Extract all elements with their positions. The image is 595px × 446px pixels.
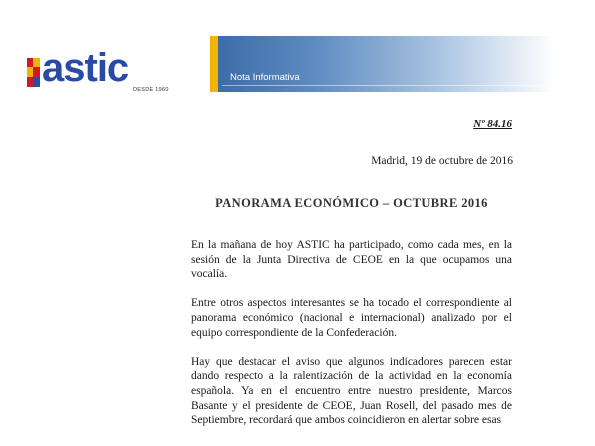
logo-emblem-icon <box>27 58 40 87</box>
document-body <box>191 238 512 442</box>
paragraph: En la mañana de hoy ASTIC ha participado, como cada mes, en la sesión de la Junta Directiva de CEOE en la que ocupamos una vocalía. <box>191 239 512 281</box>
document-number: Nº 84.16 <box>473 118 512 130</box>
document-title: PANORAMA ECONÓMICO – OCTUBRE 2016 <box>215 196 488 210</box>
logo-wordmark: astic <box>42 46 129 90</box>
logo-tagline: DESDE 1960 <box>133 87 169 93</box>
banner-divider <box>222 85 552 86</box>
banner-label: Nota Informativa <box>230 72 300 83</box>
header-banner <box>210 36 555 92</box>
banner-accent-bar <box>210 36 218 92</box>
paragraph: Entre otros aspectos interesantes se ha tocado el correspondiente al panorama económico (nacional e internacional) analizado por el equipo correspondiente de la Confederación. <box>191 297 512 339</box>
paragraph: Hay que destacar el aviso que algunos indicadores parecen estar dando respecto a la ralentización de la actividad en la economía española. Ya en el encuentro entre nuestro presidente, Marcos Basante y el presidente de CEOE, Juan Rosell, del pasado mes de Septiembre, recordará que ambos coincidieron en alertar sobre esas <box>191 355 512 427</box>
astic-logo <box>27 48 177 94</box>
document-date: Madrid, 19 de octubre de 2016 <box>371 155 513 167</box>
